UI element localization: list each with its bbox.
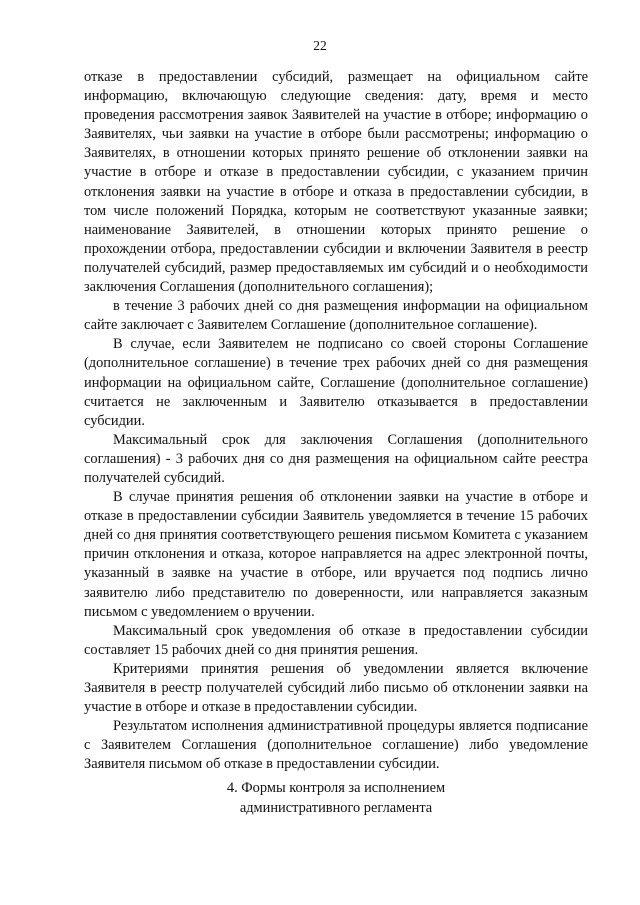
section-heading [84, 779, 588, 818]
paragraph-2: в течение 3 рабочих дней со дня размещения информации на официальном сайте заключает с Заявителем Соглашение (дополнительное соглашение). [84, 298, 588, 334]
section-heading-line-2: административного регламента [239, 799, 433, 816]
paragraph-8: Результатом исполнения административной процедуры является подписание с Заявителем Соглашения (дополнительное соглашение) либо уведомление Заявителя письмом об отказе в предоставлении субсидии. [84, 718, 588, 773]
page-number: 22 [313, 38, 327, 53]
paragraph-6: Максимальный срок уведомления об отказе в предоставлении субсидии составляет 15 рабочих дней со дня принятия решения. [84, 622, 588, 658]
body-text [84, 68, 588, 774]
paragraph-3: В случае, если Заявителем не подписано со своей стороны Соглашение (дополнительное соглашение) в течение трех рабочих дней со дня размещения информации на официальном сайте, Соглашение (дополнительное соглашение) считается не заключенным и Заявителю отказывается в предоставлении субсидии. [84, 336, 588, 429]
paragraph-7: Критериями принятия решения об уведомлении является включение Заявителя в реестр получателей субсидий либо письмо об отклонении заявки на участие в отборе и отказе в предоставлении субсидии. [84, 660, 588, 716]
paragraph-5: В случае принятия решения об отклонении заявки на участие в отборе и отказе в предоставлении субсидии Заявитель уведомляется в течение 15 рабочих дней со дня принятия соответствующего решения письмом Комитета с указанием причин отклонения и отказа, которое направляется на адрес электронной почты, указанный в заявке на участие в отборе, или вручается под подпись лично заявителю либо представителю по доверенности, или направляется заказным письмом с уведомлением о вручении. [84, 489, 588, 620]
paragraph-4: Максимальный срок для заключения Соглашения (дополнительного соглашения) - 3 рабочих дня со дня размещения на официальном сайте реестра получателей субсидий. [84, 431, 588, 486]
paragraph-1: отказе в предоставлении субсидий, размещает на официальном сайте информацию, включающую следующие сведения: дату, время и место проведения рассмотрения заявок Заявителей на участие в отборе; информацию о Заявителях, чьи заявки на участие в отборе были рассмотрены; информацию о Заявителях, в отношении которых принято решение об отклонении заявки на участие в отборе и отказе в предоставлении субсидии, с указанием причин отклонения заявки на участие в отборе и отказа в предоставлении субсидии, в том числе положений Порядка, которым не соответствуют указанные заявки; наименование Заявителей, в отношении которых принято решение о прохождении отбора, предоставлении субсидии и включении Заявителя в реестр получателей субсидий, размер предоставляемых им субсидий и о необходимости заключения Соглашения (дополнительного соглашения); [84, 69, 588, 296]
section-heading-line-1: 4. Формы контроля за исполнением [226, 780, 446, 796]
